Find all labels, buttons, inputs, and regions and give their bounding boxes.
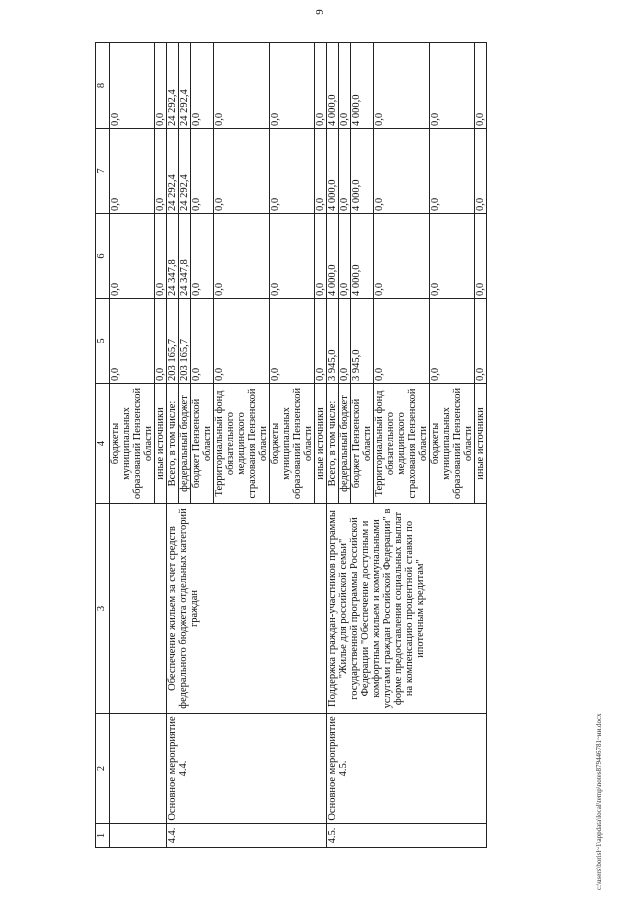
- header-cell: 1: [96, 824, 110, 848]
- value-cell: 0,0: [155, 214, 167, 299]
- value-cell: 4 000,0: [351, 214, 374, 299]
- row-name: [110, 714, 167, 824]
- value-cell: 24 292,4: [167, 43, 179, 129]
- value-cell: 4 000,0: [327, 214, 339, 299]
- value-cell: 24 347,8: [179, 214, 191, 299]
- value-cell: 0,0: [430, 129, 475, 214]
- header-cell: 5: [96, 299, 110, 384]
- source-cell: бюджет Пензенской области: [191, 384, 214, 504]
- page-number: 9: [314, 9, 326, 15]
- value-cell: 0,0: [155, 43, 167, 129]
- source-cell: бюджеты муниципальных образований Пензенской области: [270, 384, 315, 504]
- value-cell: 0,0: [191, 43, 214, 129]
- value-cell: 0,0: [155, 129, 167, 214]
- value-cell: 0,0: [270, 299, 315, 384]
- value-cell: 0,0: [191, 299, 214, 384]
- value-cell: 24 347,8: [167, 214, 179, 299]
- row-desc: Поддержка граждан-участников программы "Жилье для российской семьи" государственной программы Российской Федерации "Обеспечение доступным и комфортным жильем и коммунальными услугами граждан Российской Федерации" в форме предоставления социальных выплат на компенсацию процентной ставки по ипотечным кредитам": [327, 504, 487, 714]
- value-cell: 0,0: [214, 129, 270, 214]
- source-cell: Территориальный фонд обязательного медицинского страхования Пензенской области: [374, 384, 430, 504]
- row-desc: Обеспечение жильем за счет средств федерального бюджета отдельных категорий граждан: [167, 504, 327, 714]
- table-row: [167, 43, 179, 848]
- value-cell: 0,0: [339, 214, 351, 299]
- value-cell: 0,0: [191, 214, 214, 299]
- value-cell: 0,0: [374, 43, 430, 129]
- value-cell: 0,0: [270, 214, 315, 299]
- source-cell: федеральный бюджет: [339, 384, 351, 504]
- value-cell: 24 292,4: [167, 129, 179, 214]
- row-num: [110, 824, 167, 848]
- source-cell: Всего, в том числе:: [167, 384, 179, 504]
- source-cell: бюджеты муниципальных образований Пензенской области: [430, 384, 475, 504]
- value-cell: 0,0: [214, 299, 270, 384]
- value-cell: 0,0: [315, 43, 327, 129]
- source-cell: федеральный бюджет: [179, 384, 191, 504]
- rotated-table-area: [95, 43, 605, 848]
- value-cell: 4 000,0: [351, 129, 374, 214]
- header-row: [96, 43, 110, 848]
- value-cell: 0,0: [315, 299, 327, 384]
- value-cell: 0,0: [374, 299, 430, 384]
- value-cell: 0,0: [475, 299, 487, 384]
- value-cell: 0,0: [110, 214, 155, 299]
- row-name: Основное мероприятие 4.5.: [327, 714, 487, 824]
- value-cell: 0,0: [270, 43, 315, 129]
- value-cell: 0,0: [475, 129, 487, 214]
- value-cell: 4 000,0: [351, 43, 374, 129]
- value-cell: 0,0: [430, 299, 475, 384]
- value-cell: 0,0: [155, 299, 167, 384]
- value-cell: 0,0: [374, 129, 430, 214]
- header-cell: 2: [96, 714, 110, 824]
- value-cell: 24 292,4: [179, 129, 191, 214]
- value-cell: 0,0: [315, 129, 327, 214]
- value-cell: 0,0: [339, 43, 351, 129]
- value-cell: 4 000,0: [327, 129, 339, 214]
- value-cell: 0,0: [430, 43, 475, 129]
- source-cell: Территориальный фонд обязательного медицинского страхования Пензенской области: [214, 384, 270, 504]
- header-cell: 6: [96, 214, 110, 299]
- header-cell: 3: [96, 504, 110, 714]
- source-cell: Всего, в том числе:: [327, 384, 339, 504]
- budget-table: [95, 42, 487, 848]
- value-cell: 0,0: [214, 43, 270, 129]
- header-cell: 7: [96, 129, 110, 214]
- header-cell: 8: [96, 43, 110, 129]
- source-cell: иные источники: [315, 384, 327, 504]
- table-row: [110, 43, 155, 848]
- value-cell: 0,0: [315, 214, 327, 299]
- value-cell: 0,0: [339, 299, 351, 384]
- value-cell: 0,0: [270, 129, 315, 214]
- source-cell: бюджеты муниципальных образований Пензенской области: [110, 384, 155, 504]
- source-cell: иные источники: [475, 384, 487, 504]
- value-cell: 3 945,0: [351, 299, 374, 384]
- value-cell: 203 165,7: [179, 299, 191, 384]
- value-cell: 3 945,0: [327, 299, 339, 384]
- value-cell: 0,0: [191, 129, 214, 214]
- value-cell: 0,0: [430, 214, 475, 299]
- value-cell: 4 000,0: [327, 43, 339, 129]
- value-cell: 24 292,4: [179, 43, 191, 129]
- source-cell: бюджет Пензенской области: [351, 384, 374, 504]
- value-cell: 0,0: [214, 214, 270, 299]
- table-row: [327, 43, 339, 848]
- value-cell: 0,0: [110, 299, 155, 384]
- footer-file-path: c:\users\borisl~1\appdata\local\temp\notes879446781~ии.docx: [595, 713, 603, 890]
- value-cell: 0,0: [475, 43, 487, 129]
- value-cell: 0,0: [110, 129, 155, 214]
- row-num: 4.5.: [327, 824, 487, 848]
- value-cell: 0,0: [475, 214, 487, 299]
- row-name: Основное мероприятие 4.4.: [167, 714, 327, 824]
- source-cell: иные источники: [155, 384, 167, 504]
- value-cell: 0,0: [339, 129, 351, 214]
- row-desc: [110, 504, 167, 714]
- value-cell: 0,0: [110, 43, 155, 129]
- value-cell: 0,0: [374, 214, 430, 299]
- header-cell: 4: [96, 384, 110, 504]
- value-cell: 203 165,7: [167, 299, 179, 384]
- row-num: 4.4.: [167, 824, 327, 848]
